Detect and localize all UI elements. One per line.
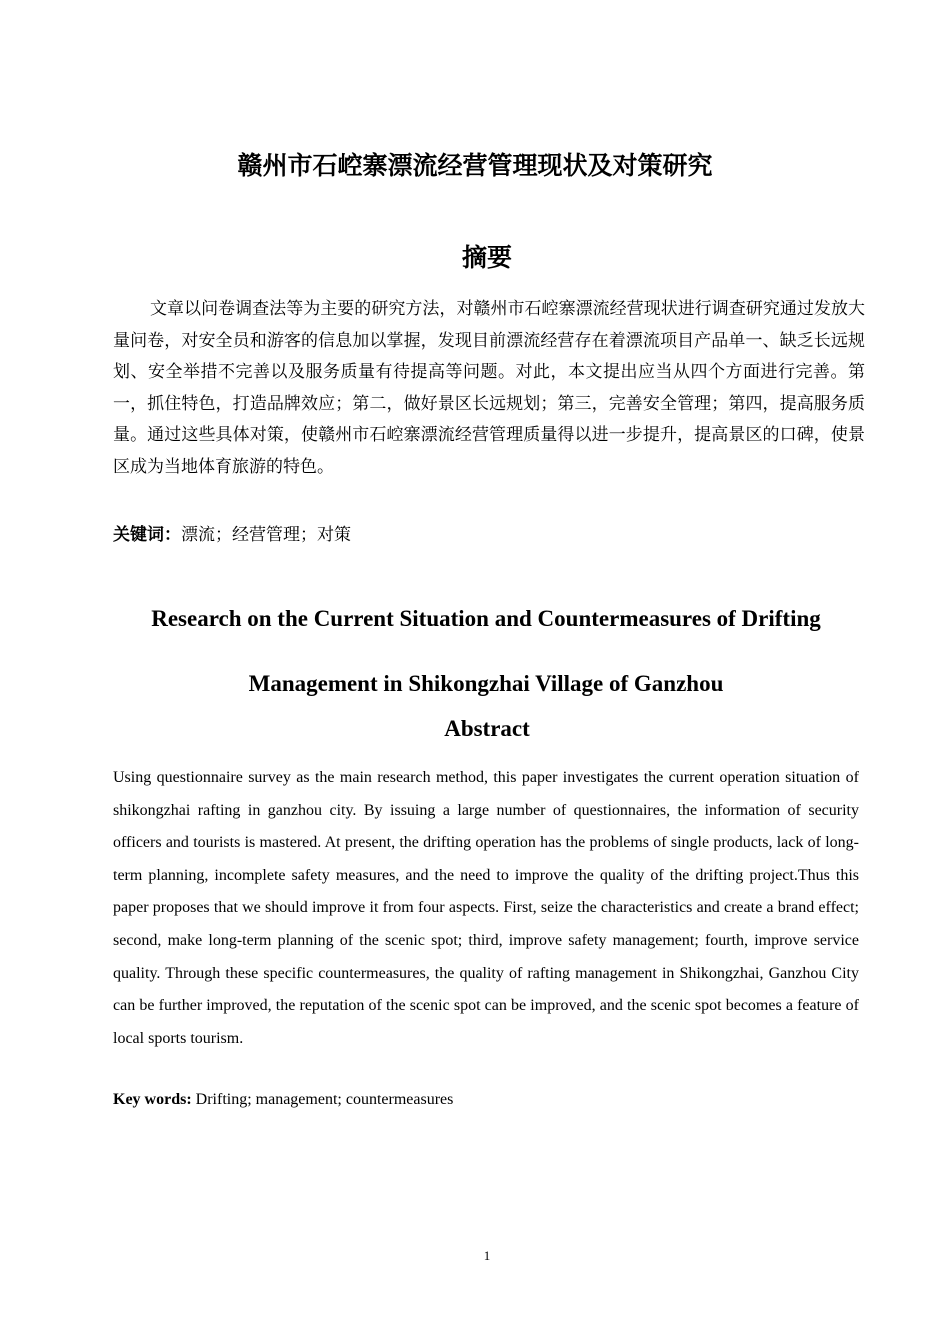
page-number: 1 xyxy=(483,1248,491,1263)
english-title-line-2: Management in Shikongzhai Village of Ganzhou xyxy=(248,671,724,696)
english-keywords xyxy=(113,1088,859,1112)
english-title xyxy=(113,586,859,716)
english-abstract-body: Using questionnaire survey as the main research method, this paper investigates the current operation situation of shikongzhai rafting in ganzhou city. By issuing a large number of questionnaires, the information of security officers and tourists is mastered. At present, the drifting operation has the problems of single products, lack of long-term planning, incomplete safety measures, and the need to improve the quality of the drifting project.Thus this paper proposes that we should improve it from four aspects. First, seize the characteristics and create a brand effect; second, make long-term planning of the scenic spot; third, improve safety management; fourth, improve service quality. Through these specific countermeasures, the quality of rafting management in Shikongzhai, Ganzhou City can be further improved, the reputation of the scenic spot can be improved, and the scenic spot becomes a feature of local sports tourism. xyxy=(113,769,859,1047)
chinese-title: 赣州市石崆寨漂流经营管理现状及对策研究 xyxy=(237,151,713,180)
english-keywords-value: Drifting; management; countermeasures xyxy=(191,1091,454,1108)
chinese-keywords-label: 关键词： xyxy=(113,525,181,545)
chinese-abstract-heading: 摘要 xyxy=(461,243,512,272)
chinese-keywords xyxy=(113,520,865,550)
chinese-keywords-value: 漂流；经营管理；对策 xyxy=(181,525,351,545)
english-keywords-label: Key words: xyxy=(113,1091,192,1108)
chinese-abstract-body: 文章以问卷调查法等为主要的研究方法，对赣州市石崆寨漂流经营现状进行调查研究通过发放大量问卷，对安全员和游客的信息加以掌握，发现目前漂流经营存在着漂流项目产品单一、缺乏长远规划、安全举措不完善以及服务质量有待提高等问题。对此，本文提出应当从四个方面进行完善。第一，抓住特色，打造品牌效应；第二，做好景区长远规划；第三，完善安全管理；第四，提高服务质量。通过这些具体对策，使赣州市石崆寨漂流经营管理质量得以进一步提升，提高景区的口碑，使景区成为当地体育旅游的特色。 xyxy=(113,299,865,477)
english-title-line-1: Research on the Current Situation and Countermeasures of Drifting xyxy=(151,606,821,631)
english-abstract-heading: Abstract xyxy=(444,716,530,741)
